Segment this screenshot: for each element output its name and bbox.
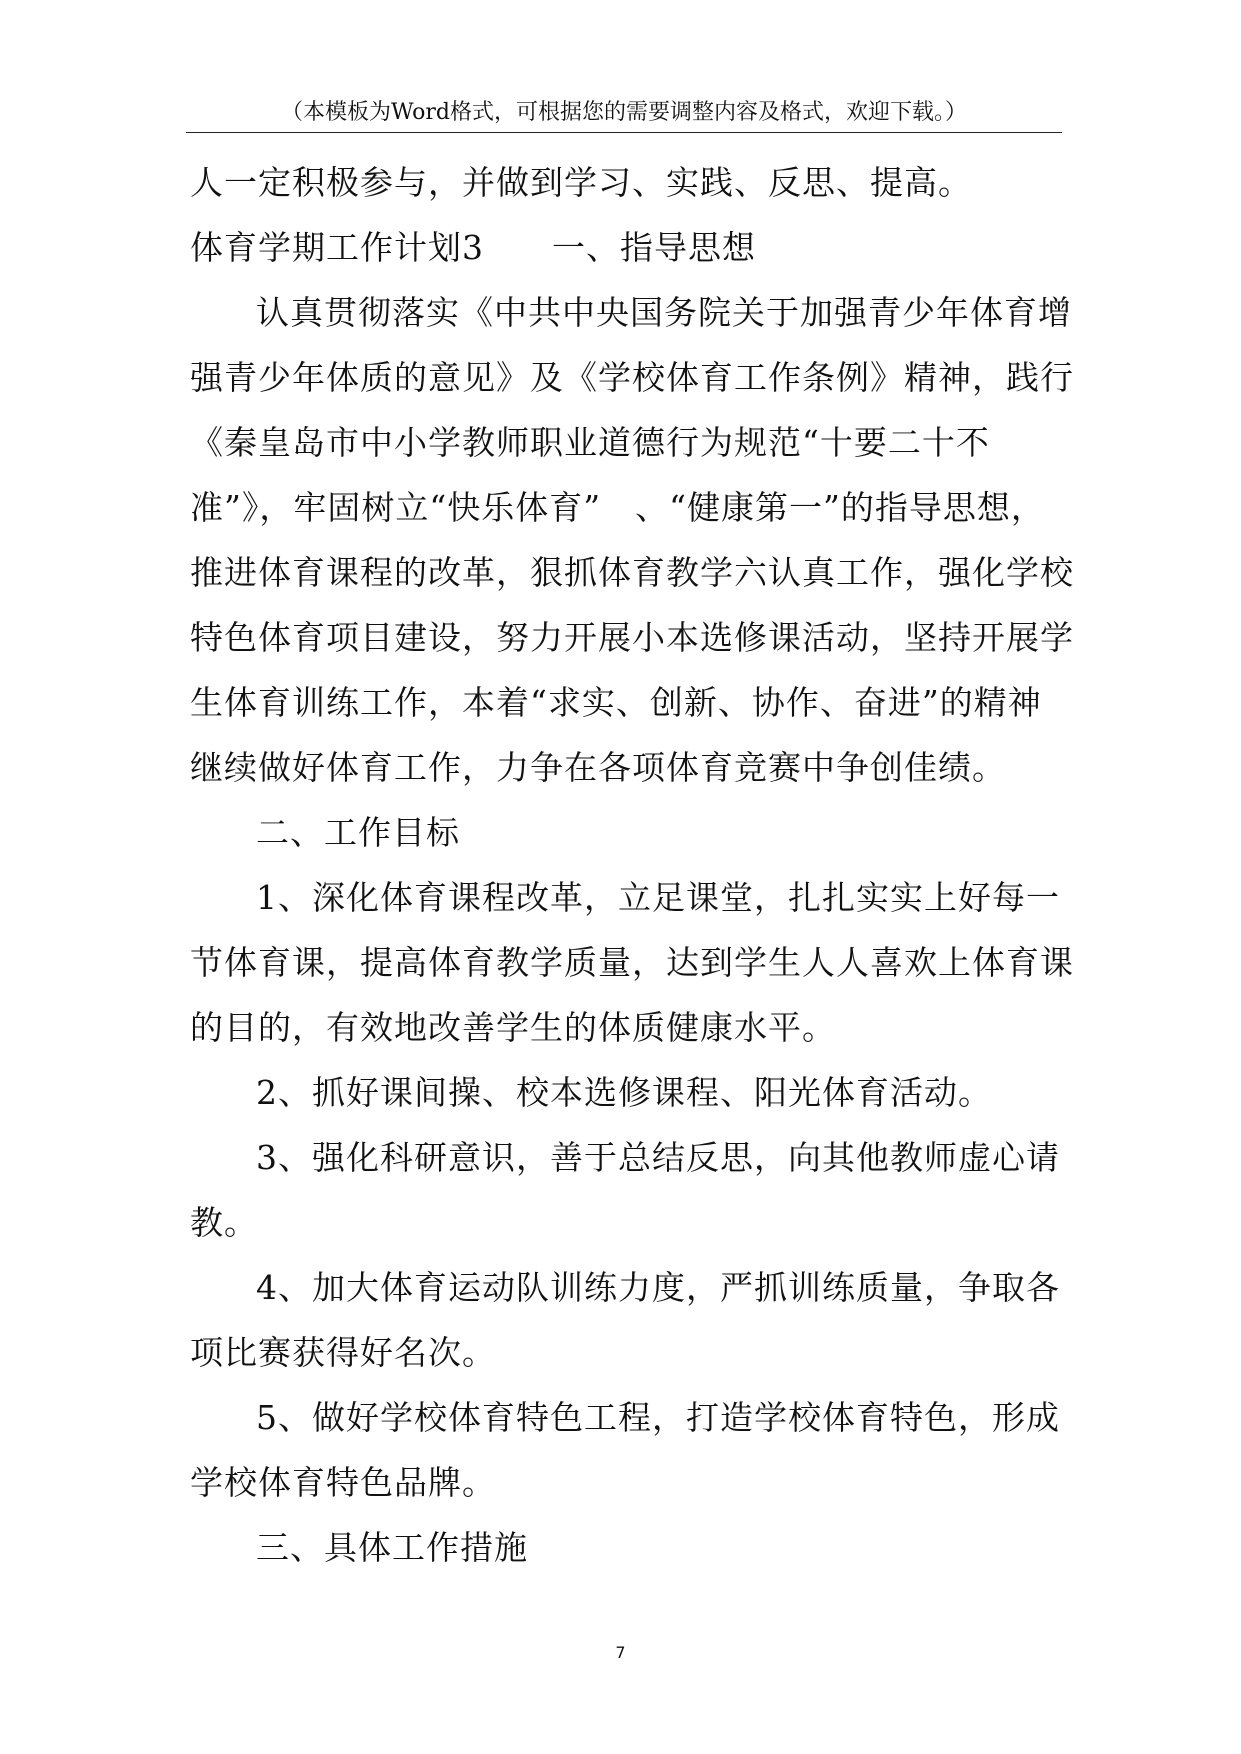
body-line-6: 准”》，牢固树立“快乐体育” 、“健康第一”的指导思想， xyxy=(190,488,1045,527)
header-note: （本模板为Word格式，可根据您的需要调整内容及格式，欢迎下载。） xyxy=(281,100,967,125)
body-line-15: 2、抓好课间操、校本选修课程、阳光体育活动。 xyxy=(256,1073,992,1112)
body-line-7: 推进体育课程的改革，狠抓体育教学六认真工作，强化学校 xyxy=(190,553,1074,592)
body-line-10: 继续做好体育工作，力争在各项体育竞赛中争创佳绩。 xyxy=(190,748,1006,787)
body-line-3: 认真贯彻落实《中共中央国务院关于加强青少年体育增 xyxy=(256,293,1072,332)
body-line-4: 强青少年体质的意见》及《学校体育工作条例》精神，践行 xyxy=(190,358,1074,397)
page-number: 7 xyxy=(615,1643,626,1662)
body-line-18: 4、加大体育运动队训练力度，严抓训练质量，争取各 xyxy=(256,1268,1060,1307)
body-line-8: 特色体育项目建设，努力开展小本选修课活动，坚持开展学 xyxy=(190,618,1074,657)
body-line-9: 生体育训练工作，本着“求实、创新、协作、奋进”的精神 xyxy=(190,683,1042,722)
body-line-20: 5、做好学校体育特色工程，打造学校体育特色，形成 xyxy=(256,1398,1060,1437)
body-line-14: 的目的，有效地改善学生的体质健康水平。 xyxy=(190,1008,836,1047)
header-divider xyxy=(186,132,1062,133)
body-line-1: 人一定积极参与，并做到学习、实践、反思、提高。 xyxy=(190,163,972,202)
body-line-17: 教。 xyxy=(190,1203,258,1242)
section-heading-goals: 二、工作目标 xyxy=(256,813,460,852)
body-line-12: 1、深化体育课程改革，立足课堂，扎扎实实上好每一 xyxy=(256,878,1060,917)
body-line-16: 3、强化科研意识，善于总结反思，向其他教师虚心请 xyxy=(256,1138,1060,1177)
body-line-21: 学校体育特色品牌。 xyxy=(190,1463,496,1502)
body-line-5: 《秦皇岛市中小学教师职业道德行为规范“十要二十不 xyxy=(190,423,990,462)
body-line-19: 项比赛获得好名次。 xyxy=(190,1333,496,1372)
body-line-13: 节体育课，提高体育教学质量，达到学生人人喜欢上体育课 xyxy=(190,943,1074,982)
section-heading-measures: 三、具体工作措施 xyxy=(256,1528,528,1567)
section-heading-plan-3: 体育学期工作计划3 一、指导思想 xyxy=(190,228,756,267)
